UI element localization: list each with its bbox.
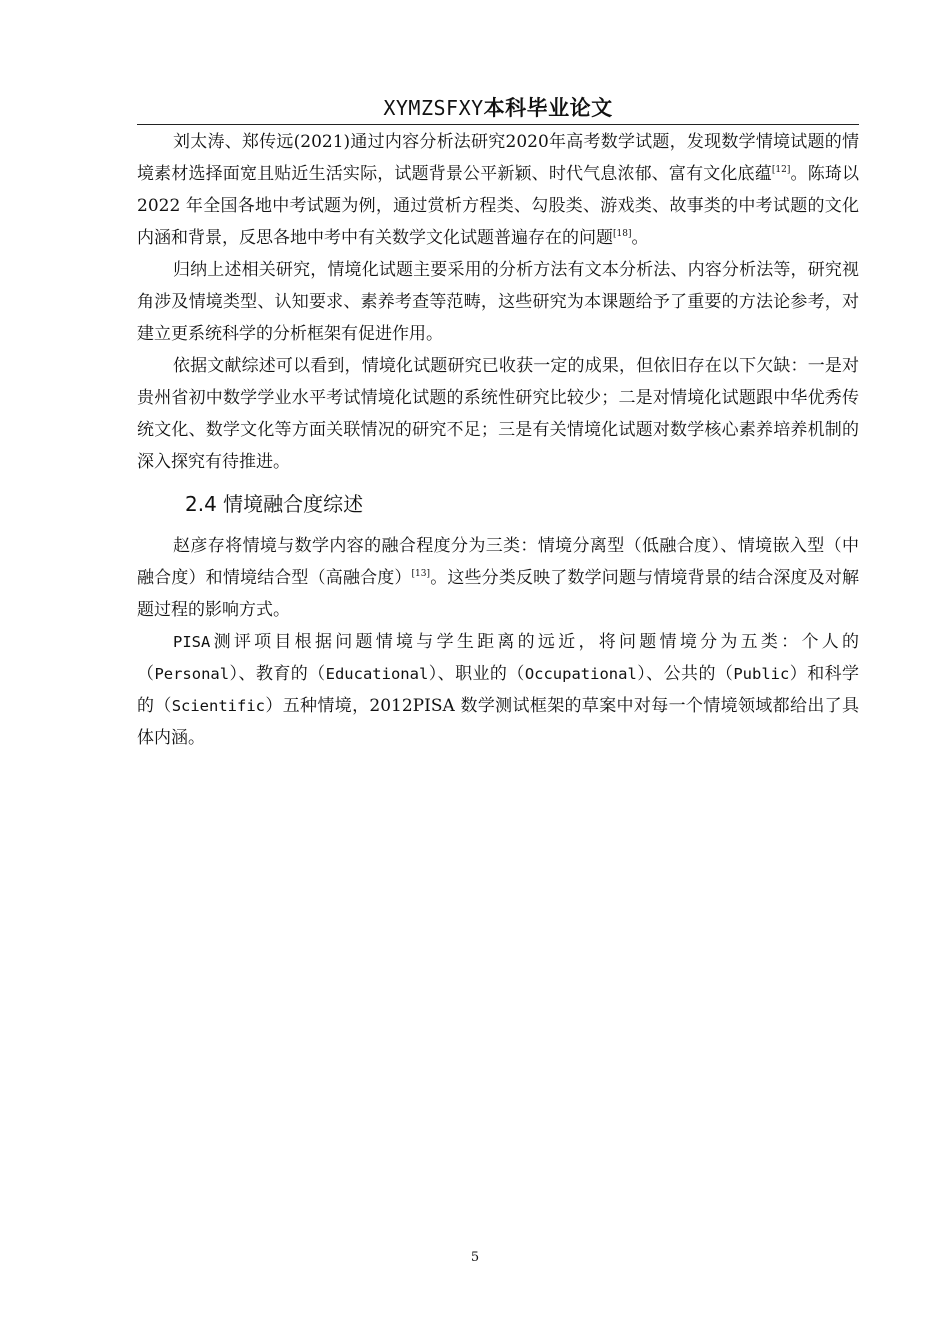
pisa-term: PISA bbox=[173, 633, 211, 651]
paragraph-5-text-e: ）和科学的（ bbox=[137, 664, 860, 716]
term-occupational: Occupational bbox=[524, 665, 637, 683]
citation-13: [13] bbox=[411, 569, 431, 579]
paragraph-3: 依据文献综述可以看到，情境化试题研究已收获一定的成果，但依旧存在以下欠缺：一是对贵州省初中数学学业水平考试情境化试题的系统性研究比较少；二是对情境化试题跟中华优秀传统文化、数学文化等方面关联情况的研究不足；三是有关情境化试题对数学核心素养培养机制的深入探究有待推进。 bbox=[137, 356, 859, 472]
header-rule bbox=[137, 124, 859, 125]
paragraph-1-text-a: 刘太涛、郑传远(2021)通过内容分析法研究2020年高考数学试题，发现数学情境试题的情境素材选择面宽且贴近生活实际，试题背景公平新颖、时代气息浓郁、富有文化底蕴 bbox=[137, 132, 859, 184]
paragraph-4 bbox=[137, 530, 859, 626]
paragraph-5-text-c: ）、职业的（ bbox=[428, 664, 525, 684]
page-header bbox=[137, 94, 859, 122]
paragraph-5-text-a: 测评项目根据问题情境与学生距离的远近，将问题情境分为五类：个人的（ bbox=[137, 632, 859, 684]
term-personal: Personal bbox=[154, 665, 230, 683]
citation-18: [18] bbox=[613, 229, 632, 239]
term-scientific: Scientific bbox=[171, 697, 266, 715]
paragraph-5-text-f: ）五种情境，2012PISA 数学测试框架的草案中对每一个情境领域都给出了具体内涵。 bbox=[137, 696, 859, 748]
page-body bbox=[137, 126, 859, 754]
term-educational: Educational bbox=[325, 665, 429, 683]
paragraph-2: 归纳上述相关研究，情境化试题主要采用的分析方法有文本分析法、内容分析法等，研究视角涉及情境类型、认知要求、素养考查等范畴，这些研究为本课题给予了重要的方法论参考，对建立更系统科学的分析框架有促进作用。 bbox=[137, 260, 859, 344]
paragraph-1 bbox=[137, 126, 859, 254]
paragraph-4-text-a: 赵彦存将情境与数学内容的融合程度分为三类：情境分离型（低融合度）、情境嵌入型（中融合度）和情境结合型（高融合度） bbox=[137, 536, 859, 588]
page-number: 5 bbox=[470, 1250, 480, 1265]
paragraph-5 bbox=[137, 626, 859, 754]
header-latin-title: XYMZSFXY bbox=[383, 96, 484, 120]
paragraph-5-text-b: ）、教育的（ bbox=[229, 664, 326, 684]
term-public: Public bbox=[733, 665, 790, 683]
paragraph-1-text-c: 。 bbox=[631, 228, 649, 248]
paragraph-5-text-d: ）、公共的（ bbox=[636, 664, 734, 684]
header-cn-title: 本科毕业论文 bbox=[483, 96, 613, 120]
paragraph-1-text-b: 。陈琦以2022 年全国各地中考试题为例，通过赏析方程类、勾股类、游戏类、故事类的中考试题的文化内涵和背景，反思各地中考中有关数学文化试题普遍存在的问题 bbox=[137, 164, 860, 248]
paragraph-4-text-b: 。这些分类反映了数学问题与情境背景的结合深度及对解题过程的影响方式。 bbox=[137, 568, 860, 620]
section-heading: 2.4 情境融合度综述 bbox=[185, 492, 364, 516]
citation-12: [12] bbox=[771, 165, 791, 175]
